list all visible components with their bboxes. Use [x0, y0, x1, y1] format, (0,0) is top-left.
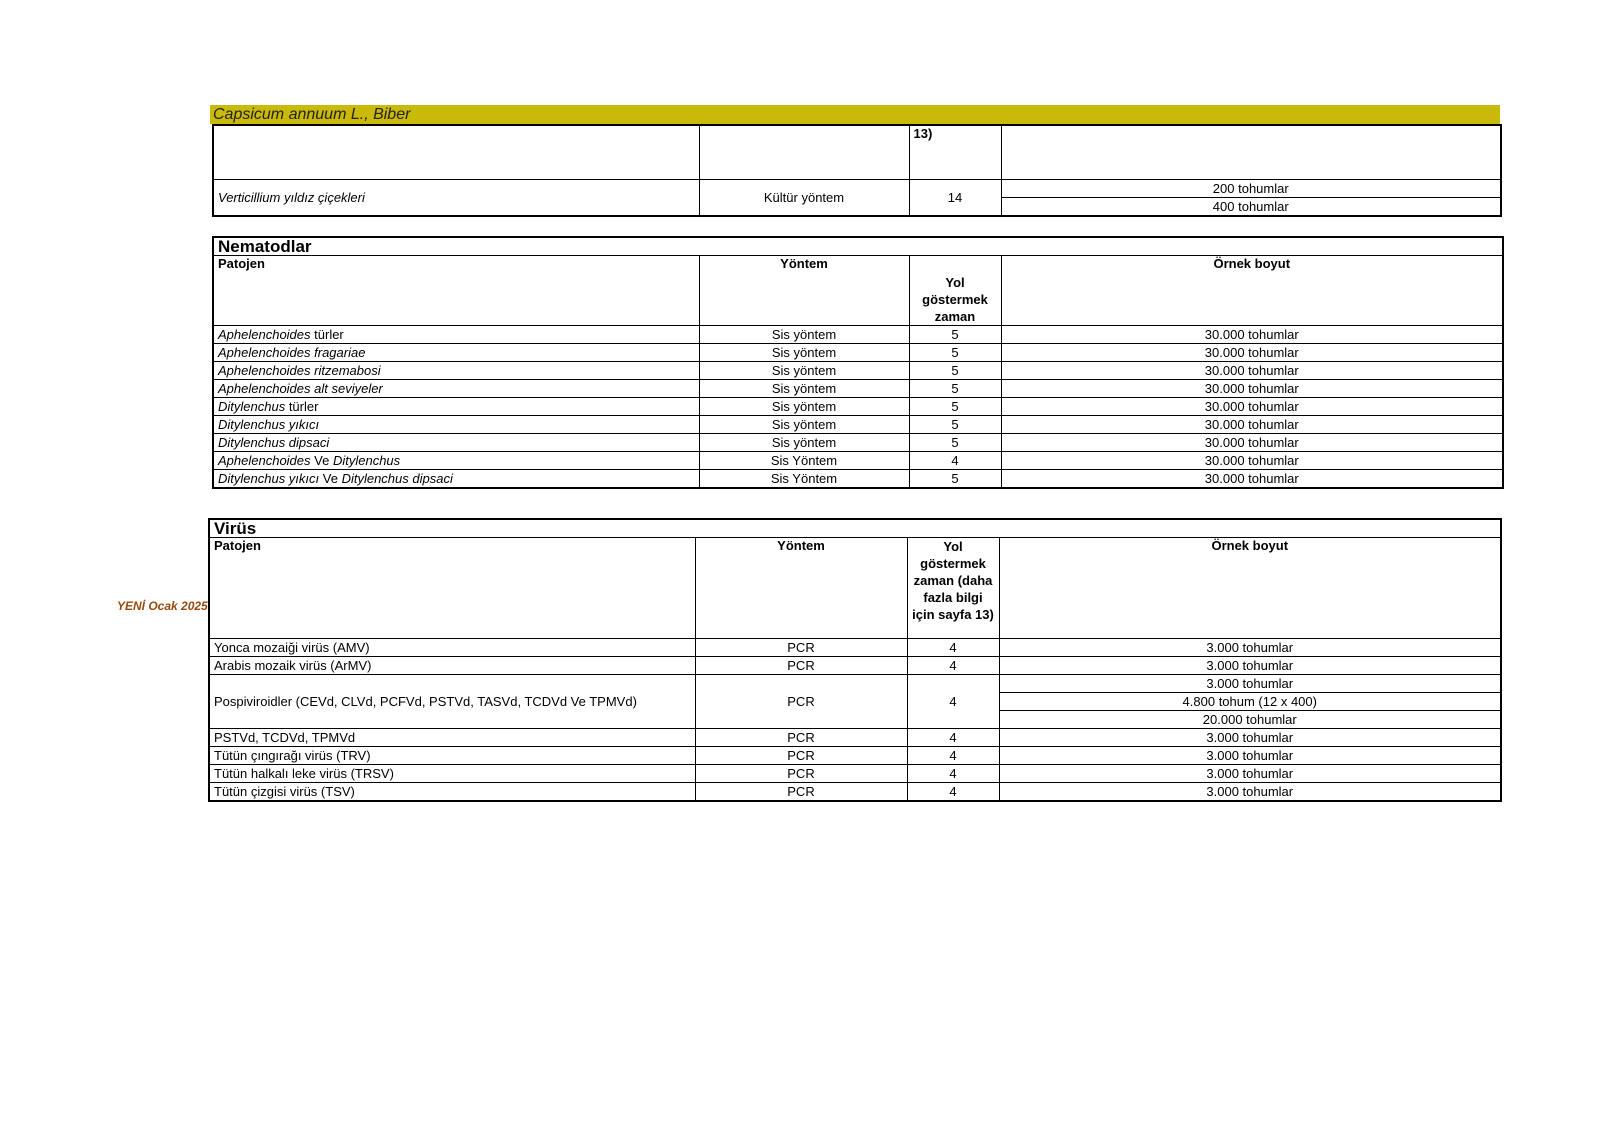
pathogen-cell [213, 452, 699, 470]
sample-size-cell: 3.000 tohumlar [999, 729, 1501, 747]
pathogen-name-italic: Ditylenchus dipsaci [218, 434, 330, 450]
revision-note: YENİ Ocak 2025 [117, 599, 208, 613]
method-cell: Sis yöntem [699, 326, 909, 344]
header-sample-size: Örnek boyut [1001, 256, 1503, 326]
lead-time-cell: 5 [909, 434, 1001, 452]
pathogen-cell: Arabis mozaik virüs (ArMV) [209, 657, 695, 675]
sample-size-cell: 200 tohumlar [1001, 180, 1501, 198]
table-row [209, 747, 1501, 765]
table-row [209, 639, 1501, 657]
table-row [213, 380, 1503, 398]
lead-time-cell: 5 [909, 344, 1001, 362]
sample-size-cell: 20.000 tohumlar [999, 711, 1501, 729]
lead-time-cell: 4 [907, 675, 999, 729]
sample-size-cell: 30.000 tohumlar [1001, 470, 1503, 489]
pathogen-cell [213, 398, 699, 416]
pathogen-cell [213, 344, 699, 362]
lead-time-cell: 4 [907, 657, 999, 675]
method-cell: Sis yöntem [699, 362, 909, 380]
method-cell: Sis yöntem [699, 416, 909, 434]
pathogen-name-suffix: türler [310, 326, 344, 342]
table-row [213, 344, 1503, 362]
method-cell: Sis yöntem [699, 344, 909, 362]
header-pathogen: Patojen [209, 538, 695, 639]
virus-table [208, 518, 1502, 802]
sample-size-cell: 3.000 tohumlar [999, 783, 1501, 802]
pathogen-cell [213, 125, 699, 180]
section-header [209, 519, 1501, 538]
lead-time-cell: 4 [907, 783, 999, 802]
lead-time-cell: 4 [907, 729, 999, 747]
method-cell: PCR [695, 675, 907, 729]
table-row [209, 783, 1501, 802]
sample-size-cell: 30.000 tohumlar [1001, 326, 1503, 344]
pathogen-name-italic: Aphelenchoides [218, 326, 311, 342]
pathogen-name-italic: Ditylenchus [332, 452, 401, 468]
lead-time-cell: 5 [909, 362, 1001, 380]
method-cell: PCR [695, 765, 907, 783]
table-row [213, 416, 1503, 434]
pathogen-cell [213, 380, 699, 398]
header-row [213, 256, 1503, 326]
pathogen-cell: Verticillium yıldız çiçekleri [213, 180, 699, 217]
pathogen-name-suffix: türler [285, 398, 319, 414]
method-cell: PCR [695, 657, 907, 675]
pathogen-name-suffix: Ve Ditylenchus [310, 452, 401, 468]
table-row [209, 675, 1501, 693]
table-row [209, 657, 1501, 675]
pathogen-cell [213, 362, 699, 380]
pathogen-cell [213, 416, 699, 434]
table-row [209, 729, 1501, 747]
sample-size-cell: 3.000 tohumlar [999, 675, 1501, 693]
method-cell: PCR [695, 747, 907, 765]
pathogen-cell: Tütün çizgisi virüs (TSV) [209, 783, 695, 802]
table-row [213, 362, 1503, 380]
pathogen-name-italic: Aphelenchoides [218, 452, 311, 468]
lead-time-cell: 4 [907, 765, 999, 783]
pathogen-cell [213, 434, 699, 452]
method-cell: Sis Yöntem [699, 470, 909, 489]
sample-size-cell: 30.000 tohumlar [1001, 380, 1503, 398]
pathogen-cell [213, 470, 699, 489]
pathogen-name-italic: Aphelenchoides ritzemabosi [218, 362, 381, 378]
sample-size-cell: 30.000 tohumlar [1001, 398, 1503, 416]
lead-time-cell: 13) [909, 125, 1001, 180]
sample-size-cell: 30.000 tohumlar [1001, 452, 1503, 470]
header-pathogen: Patojen [213, 256, 699, 326]
pathogen-cell: Tütün halkalı leke virüs (TRSV) [209, 765, 695, 783]
sample-size-cell: 30.000 tohumlar [1001, 434, 1503, 452]
method-cell: Sis yöntem [699, 398, 909, 416]
header-lead-time: Yol göstermek zaman [909, 256, 1001, 326]
fungi-table-continuation [212, 124, 1502, 217]
sample-size-cell: 30.000 tohumlar [1001, 362, 1503, 380]
pathogen-cell: Yonca mozaiği virüs (AMV) [209, 639, 695, 657]
pathogen-cell: Pospiviroidler (CEVd, CLVd, PCFVd, PSTVd, TASVd, TCDVd Ve TPMVd) [209, 675, 695, 729]
lead-time-cell: 4 [909, 452, 1001, 470]
method-cell: Sis yöntem [699, 380, 909, 398]
pathogen-name-italic: Ditylenchus [218, 398, 286, 414]
pathogen-name-suffix: Ve Ditylenchus dipsaci [322, 470, 453, 486]
pathogen-cell: PSTVd, TCDVd, TPMVd [209, 729, 695, 747]
lead-time-cell: 4 [907, 747, 999, 765]
pathogen-name-italic: Aphelenchoides alt seviyeler [218, 380, 383, 396]
header-method: Yöntem [699, 256, 909, 326]
header-lead-time: Yol göstermek zaman (daha fazla bilgi için sayfa 13) [907, 538, 999, 639]
section-header [213, 237, 1503, 256]
pathogen-name-italic: Ditylenchus yıkıcı [218, 416, 320, 432]
sample-size-cell: 4.800 tohum (12 x 400) [999, 693, 1501, 711]
header-method: Yöntem [695, 538, 907, 639]
table-row [213, 125, 1501, 180]
table-row [209, 765, 1501, 783]
header-sample-size: Örnek boyut [999, 538, 1501, 639]
section-title: Nematodlar [213, 237, 1503, 256]
lead-time-cell: 5 [909, 380, 1001, 398]
lead-time-cell: 5 [909, 398, 1001, 416]
pathogen-name-italic: Ditylenchus dipsaci [341, 470, 453, 486]
sample-size-cell: 30.000 tohumlar [1001, 416, 1503, 434]
method-cell [699, 125, 909, 180]
nematodes-table [212, 236, 1504, 489]
lead-time-cell: 14 [909, 180, 1001, 217]
table-row [213, 326, 1503, 344]
lead-time-cell: 5 [909, 470, 1001, 489]
method-cell: PCR [695, 639, 907, 657]
sample-size-cell: 3.000 tohumlar [999, 639, 1501, 657]
table-row [213, 452, 1503, 470]
sample-size-cell: 3.000 tohumlar [999, 765, 1501, 783]
header-row [209, 538, 1501, 639]
lead-time-cell: 4 [907, 639, 999, 657]
pathogen-name-italic: Ditylenchus yıkıcı [218, 470, 323, 486]
pathogen-name-italic: Aphelenchoides fragariae [218, 344, 366, 360]
section-title: Virüs [209, 519, 1501, 538]
table-row [213, 180, 1501, 198]
pathogen-cell [213, 326, 699, 344]
method-cell: Sis Yöntem [699, 452, 909, 470]
sample-size-cell: 400 tohumlar [1001, 198, 1501, 217]
sample-size-cell: 3.000 tohumlar [999, 657, 1501, 675]
sample-size-cell: 30.000 tohumlar [1001, 344, 1503, 362]
page-title: Capsicum annuum L., Biber [210, 105, 1500, 124]
method-cell: Kültür yöntem [699, 180, 909, 217]
table-row [213, 398, 1503, 416]
pathogen-cell: Tütün çıngırağı virüs (TRV) [209, 747, 695, 765]
method-cell: Sis yöntem [699, 434, 909, 452]
sample-size-cell [1001, 125, 1501, 180]
table-row [213, 470, 1503, 489]
table-row [213, 434, 1503, 452]
method-cell: PCR [695, 783, 907, 802]
lead-time-cell: 5 [909, 416, 1001, 434]
lead-time-cell: 5 [909, 326, 1001, 344]
method-cell: PCR [695, 729, 907, 747]
sample-size-cell: 3.000 tohumlar [999, 747, 1501, 765]
